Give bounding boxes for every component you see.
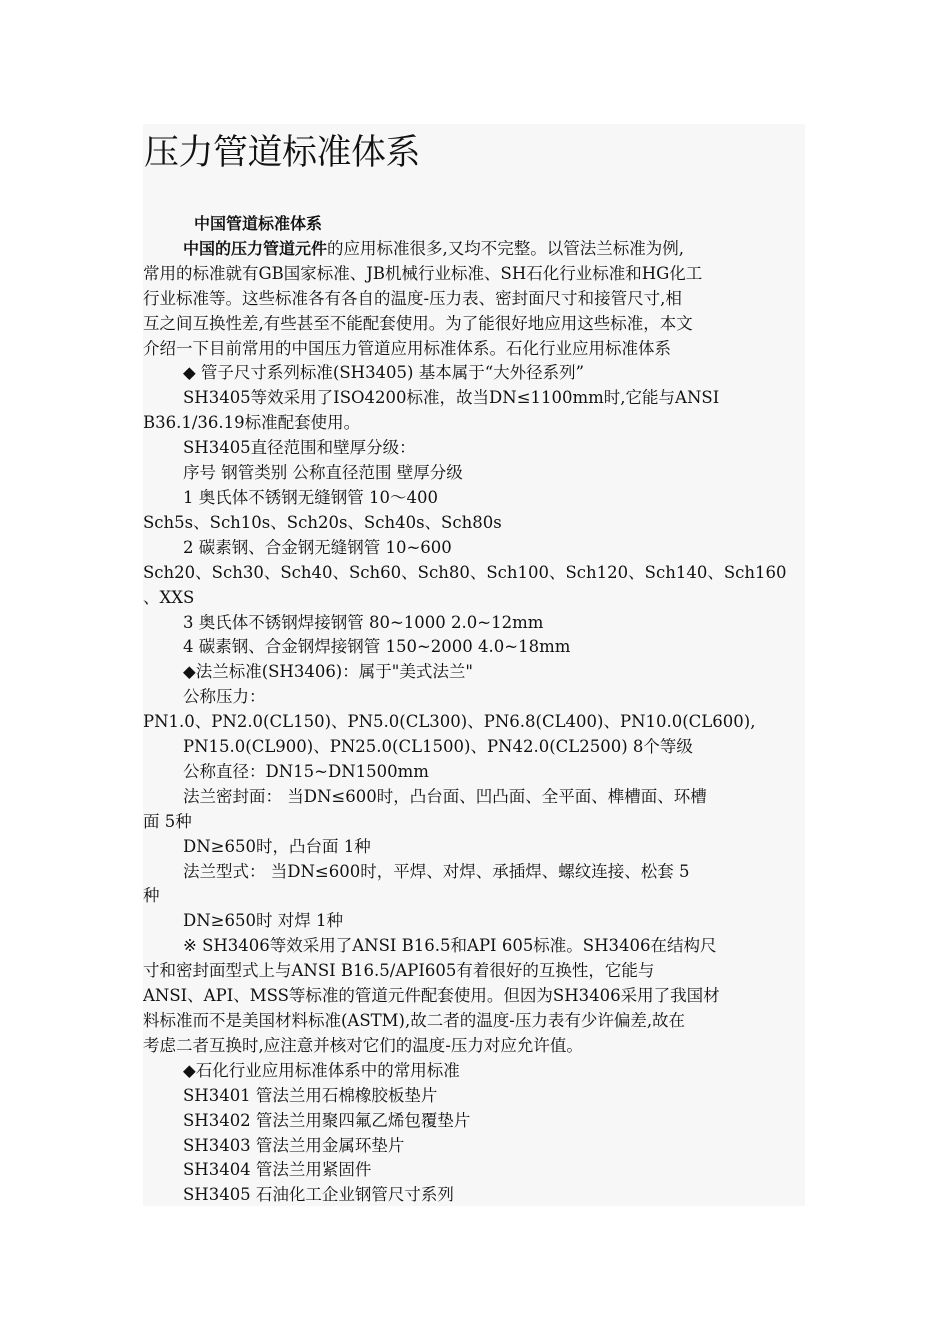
- document-lines: [143, 361, 805, 1206]
- text-line: 公称直径：DN15~DN1500mm: [183, 761, 429, 781]
- text-line: ◆ 管子尺寸系列标准(SH3405) 基本属于“大外径系列”: [183, 363, 585, 383]
- text-line: PN1.0、PN2.0(CL150)、PN5.0(CL300)、PN6.8(CL400)、PN10.0(CL600),: [143, 712, 756, 732]
- text-line: PN15.0(CL900)、PN25.0(CL1500)、PN42.0(CL2500) 8个等级: [183, 737, 693, 757]
- text-line: 、XXS: [143, 587, 195, 607]
- text-line: ◆法兰标准(SH3406)：属于"美式法兰": [183, 662, 473, 682]
- text-line: B36.1/36.19标准配套使用。: [143, 413, 361, 433]
- text-line: 法兰型式： 当DN≤600时，平焊、对焊、承插焊、螺纹连接、松套 5: [183, 861, 690, 881]
- text-line: 料标准而不是美国材料标准(ASTM),故二者的温度-压力表有少许偏差,故在: [143, 1011, 686, 1030]
- intro-line-text: 的应用标准很多,又均不完整。以管法兰标准为例,: [327, 238, 685, 258]
- text-line: SH3403 管法兰用金属环垫片: [183, 1135, 405, 1155]
- paragraph-intro-line-2: 常用的标准就有GB国家标准、JB机械行业标准、SH石化行业标准和HG化工: [143, 263, 703, 283]
- paragraph-intro-line-1: [143, 237, 805, 262]
- section-heading: 中国管道标准体系: [194, 214, 323, 233]
- text-line: DN≥650时 对焊 1种: [183, 911, 343, 931]
- document-page: [143, 124, 805, 1206]
- text-line: 序号 钢管类别 公称直径范围 壁厚分级: [183, 463, 463, 483]
- text-line: 法兰密封面： 当DN≤600时，凸台面、凹凸面、全平面、榫槽面、环槽: [183, 786, 707, 806]
- text-line: SH3405 石油化工企业钢管尺寸系列: [183, 1185, 454, 1205]
- paragraph-intro-line-4: 互之间互换性差,有些甚至不能配套使用。为了能很好地应用这些标准，本文: [143, 313, 693, 333]
- paragraph-intro-line-5: 介绍一下目前常用的中国压力管道应用标准体系。石化行业应用标准体系: [143, 338, 671, 358]
- text-line: 3 奥氏体不锈钢焊接钢管 80~1000 2.0~12mm: [183, 612, 544, 632]
- text-line: Sch20、Sch30、Sch40、Sch60、Sch80、Sch100、Sch120、Sch140、Sch160: [143, 562, 787, 582]
- text-line: SH3402 管法兰用聚四氟乙烯包覆垫片: [183, 1110, 471, 1130]
- text-line: ANSI、API、MSS等标准的管道元件配套使用。但因为SH3406采用了我国材: [143, 986, 720, 1006]
- text-line: ◆石化行业应用标准体系中的常用标准: [183, 1060, 460, 1080]
- document-body: [143, 212, 805, 1206]
- text-line: SH3405直径范围和壁厚分级：: [183, 438, 416, 458]
- text-line: 寸和密封面型式上与ANSI B16.5/API605有着很好的互换性，它能与: [143, 961, 655, 981]
- text-line: SH3404 管法兰用紧固件: [183, 1160, 372, 1180]
- text-line: 公称压力：: [183, 687, 266, 707]
- text-line: 4 碳素钢、合金钢焊接钢管 150~2000 4.0~18mm: [183, 637, 571, 657]
- text-line: 1 奥氏体不锈钢无缝钢管 10～400: [183, 487, 438, 507]
- text-line: SH3405等效采用了ISO4200标准，故当DN≤1100mm时,它能与ANSI: [183, 388, 720, 408]
- text-line: 2 碳素钢、合金钢无缝钢管 10~600: [183, 537, 452, 557]
- text-line: ※ SH3406等效采用了ANSI B16.5和API 605标准。SH3406在结构尺: [183, 936, 717, 956]
- text-line: DN≥650时，凸台面 1种: [183, 836, 371, 856]
- intro-bold-term: 中国的压力管道元件: [183, 238, 328, 258]
- text-line: Sch5s、Sch10s、Sch20s、Sch40s、Sch80s: [143, 512, 502, 532]
- paragraph-intro-line-3: 行业标准等。这些标准各有各自的温度-压力表、密封面尺寸和接管尺寸,相: [143, 288, 682, 308]
- text-line: 种: [143, 886, 160, 906]
- text-line: 面 5种: [143, 811, 192, 831]
- text-line: 考虑二者互换时,应注意并核对它们的温度-压力对应允许值。: [143, 1035, 583, 1055]
- document-title: 压力管道标准体系: [144, 133, 421, 173]
- text-line: SH3401 管法兰用石棉橡胶板垫片: [183, 1085, 438, 1105]
